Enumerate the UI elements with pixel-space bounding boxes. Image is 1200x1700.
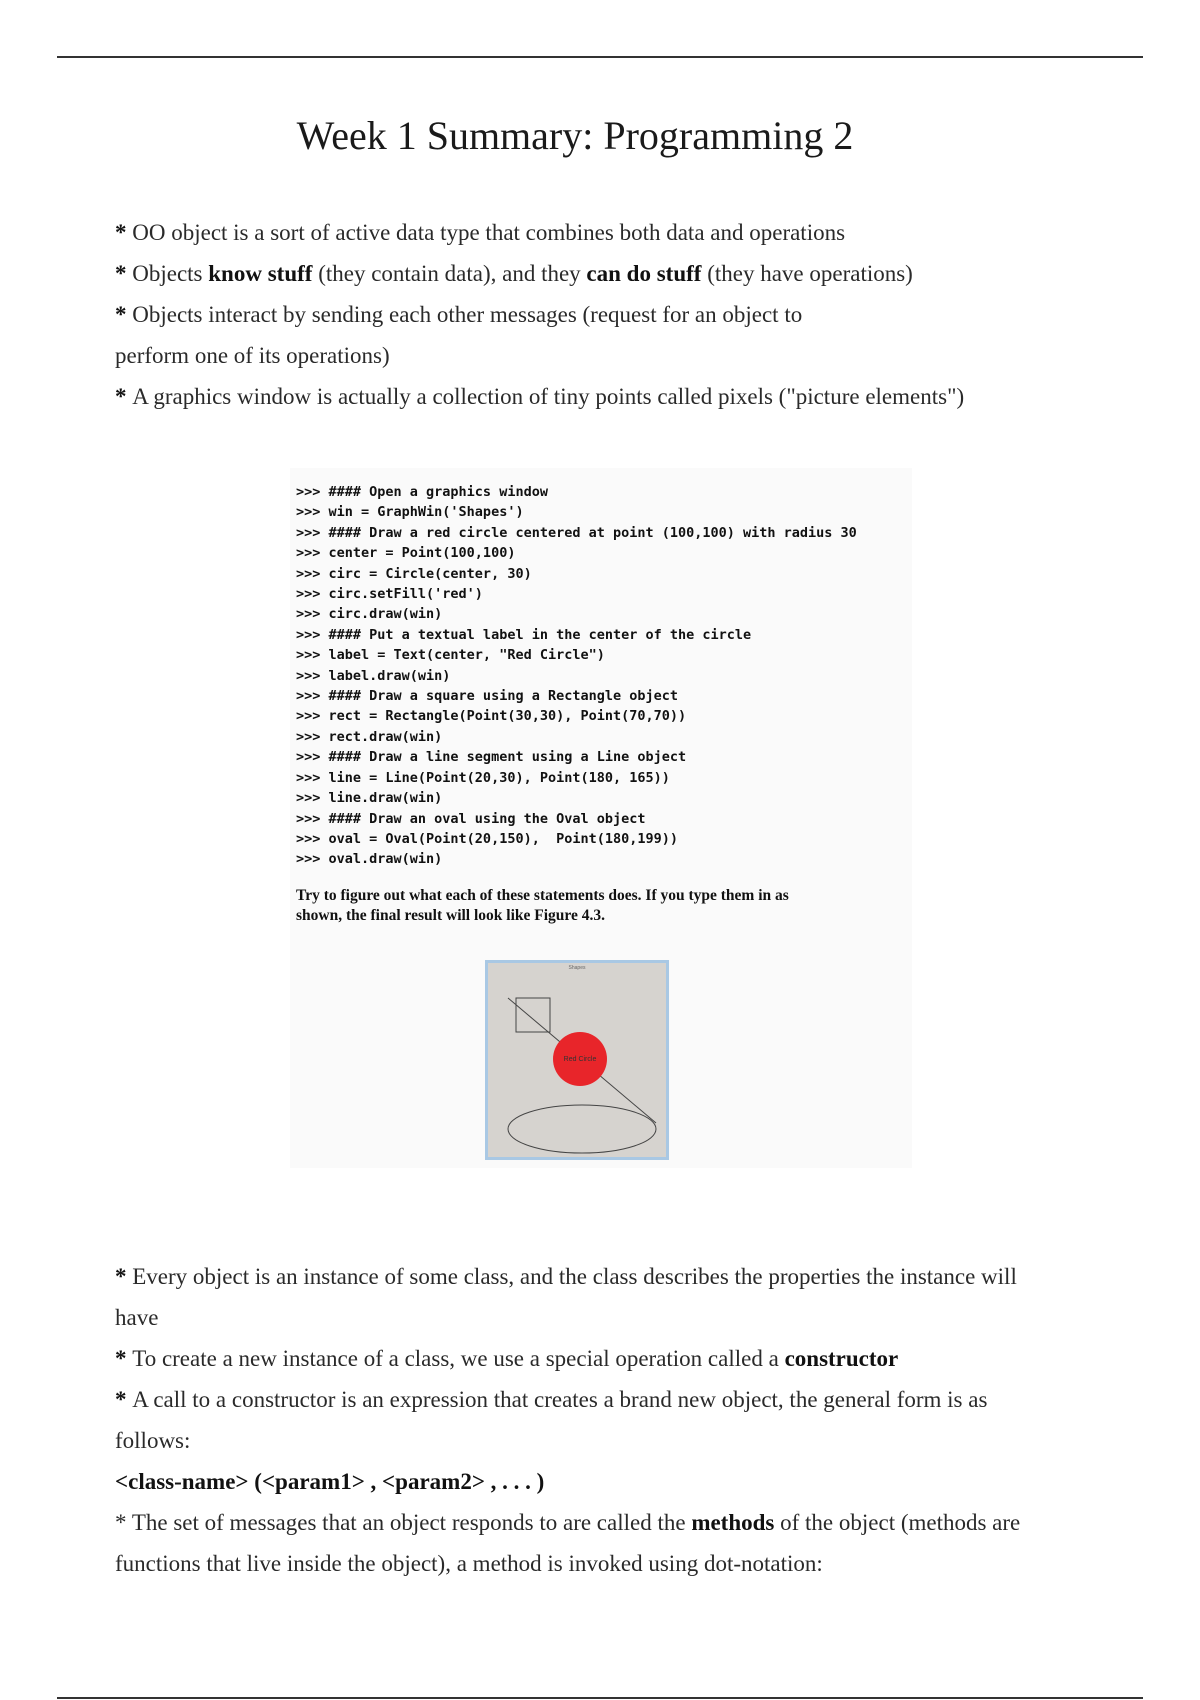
bullet-graphics-window: * A graphics window is actually a collection of tiny points called pixels ("picture elements") bbox=[115, 384, 965, 409]
python-code-listing: >>> #### Open a graphics window >>> win = GraphWin('Shapes') >>> #### Draw a red circle centered at point (100,100) with radius 30 >>> center = Point(100,100) >>> circ = Circle(center, 30) >>> circ.setFill('red') >>> circ.draw(win) >>> #### Put a textual label in the center of the circle >>> label = Text(center, "Red Circle") >>> label.draw(win) >>> #### Draw a square using a Rectangle object >>> rect = Rectangle(Point(30,30), Point(70,70)) >>> rect.draw(win) >>> #### Draw a line segment using a Line object >>> line = Line(Point(20,30), Point(180, 165)) >>> line.draw(win) >>> #### Draw an oval using the Oval object >>> oval = Oval(Point(20,150), Point(180,199)) >>> oval.draw(win) bbox=[296, 484, 857, 868]
bullet-objects-know-stuff: * Objects know stuff (they contain data), and they can do stuff (they have operations) bbox=[115, 261, 913, 286]
square-shape bbox=[516, 998, 550, 1032]
bullet-methods-cont: functions that live inside the object), a method is invoked using dot-notation: bbox=[115, 1551, 823, 1576]
textbook-excerpt-image bbox=[290, 468, 912, 1168]
bullet-constructor-call: * A call to a constructor is an expression that creates a brand new object, the general form is as bbox=[115, 1387, 988, 1412]
class-bullets bbox=[115, 1256, 1095, 1584]
oval-shape bbox=[508, 1105, 656, 1153]
top-rule bbox=[57, 56, 1143, 58]
bullet-oo-object: * OO object is a sort of active data type that combines both data and operations bbox=[115, 220, 846, 245]
bullet-instance-of-class-cont: have bbox=[115, 1305, 159, 1330]
bullet-methods: * The set of messages that an object responds to are called the methods of the object (methods are bbox=[115, 1510, 1021, 1535]
graphics-window-canvas bbox=[488, 963, 666, 1157]
constructor-syntax: <class-name> (<param1> , <param2> , . . . ) bbox=[115, 1469, 545, 1494]
intro-bullets bbox=[115, 212, 1095, 417]
bullet-instance-of-class: * Every object is an instance of some class, and the class describes the properties the instance will bbox=[115, 1264, 1017, 1289]
bullet-objects-interact: * Objects interact by sending each other messages (request for an object to bbox=[115, 302, 803, 327]
graphics-window-title: Shapes bbox=[568, 965, 586, 971]
figure-caption: Try to figure out what each of these statements does. If you type them in as shown, the final result will look like Figure 4.3. bbox=[296, 887, 789, 924]
red-circle-label: Red Circle bbox=[563, 1056, 597, 1063]
bullet-constructor: * To create a new instance of a class, we use a special operation called a constructor bbox=[115, 1346, 899, 1371]
bottom-rule bbox=[57, 1697, 1143, 1699]
bullet-objects-interact-cont: perform one of its operations) bbox=[115, 343, 390, 368]
bullet-constructor-call-cont: follows: bbox=[115, 1428, 191, 1453]
page-title: Week 1 Summary: Programming 2 bbox=[296, 113, 854, 158]
graphics-window bbox=[485, 960, 669, 1160]
